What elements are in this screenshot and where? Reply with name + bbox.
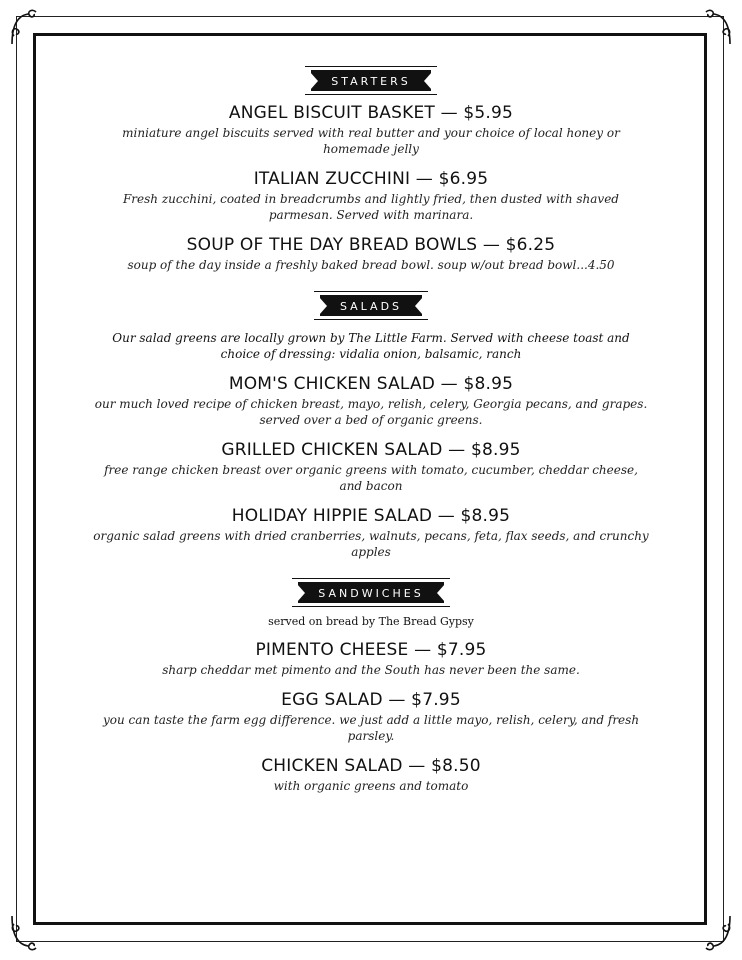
menu-item <box>40 640 702 678</box>
menu-item <box>40 440 702 494</box>
section-heading: SALADS <box>320 295 422 316</box>
corner-flourish-icon <box>694 912 734 952</box>
item-title: GRILLED CHICKEN SALAD — $8.95 <box>221 440 521 460</box>
section-starters <box>40 70 702 273</box>
item-description: our much loved recipe of chicken breast, mayo, relish, celery, Georgia pecans, and grapes. served over a bed of organic greens. <box>94 397 648 427</box>
section-intro: Our salad greens are locally grown by The Little Farm. Served with cheese toast and choice of dressing: vidalia onion, balsamic, ranch <box>112 331 630 361</box>
menu-item <box>40 756 702 794</box>
item-description: miniature angel biscuits served with real butter and your choice of local honey or homemade jelly <box>122 126 620 156</box>
menu-content <box>40 70 702 816</box>
menu-item <box>40 103 702 157</box>
section-heading: SANDWICHES <box>298 582 443 603</box>
item-description: organic salad greens with dried cranberries, walnuts, pecans, feta, flax seeds, and crunchy apples <box>93 529 649 559</box>
menu-item <box>40 235 702 273</box>
corner-flourish-icon <box>694 8 734 48</box>
item-title: CHICKEN SALAD — $8.50 <box>261 756 481 776</box>
item-title: PIMENTO CHEESE — $7.95 <box>255 640 487 660</box>
menu-item <box>40 690 702 744</box>
item-title: ANGEL BISCUIT BASKET — $5.95 <box>228 103 514 123</box>
item-title: EGG SALAD — $7.95 <box>281 690 461 710</box>
section-sandwiches <box>40 582 702 794</box>
item-description: Fresh zucchini, coated in breadcrumbs and lightly fried, then dusted with shaved parmesan. Served with marinara. <box>122 192 619 222</box>
item-description: with organic greens and tomato <box>273 779 469 793</box>
item-title: MOM'S CHICKEN SALAD — $8.95 <box>228 374 514 394</box>
item-description: sharp cheddar met pimento and the South has never been the same. <box>162 663 580 677</box>
item-title: ITALIAN ZUCCHINI — $6.95 <box>253 169 489 189</box>
section-banner <box>320 295 422 316</box>
item-title: SOUP OF THE DAY BREAD BOWLS — $6.25 <box>186 235 556 255</box>
item-description: you can taste the farm egg difference. we just add a little mayo, relish, celery, and fresh parsley. <box>102 713 640 743</box>
menu-item <box>40 169 702 223</box>
section-banner <box>311 70 431 91</box>
section-salads <box>40 295 702 560</box>
item-description: free range chicken breast over organic greens with tomato, cucumber, cheddar cheese, and bacon <box>104 463 638 493</box>
item-title: HOLIDAY HIPPIE SALAD — $8.95 <box>231 506 511 526</box>
section-note: served on bread by The Bread Gypsy <box>268 615 474 628</box>
corner-flourish-icon <box>8 912 48 952</box>
corner-flourish-icon <box>8 8 48 48</box>
item-description: soup of the day inside a freshly baked bread bowl. soup w/out bread bowl...4.50 <box>127 258 615 272</box>
section-banner <box>298 582 443 603</box>
menu-item <box>40 374 702 428</box>
section-heading: STARTERS <box>311 70 431 91</box>
menu-item <box>40 506 702 560</box>
